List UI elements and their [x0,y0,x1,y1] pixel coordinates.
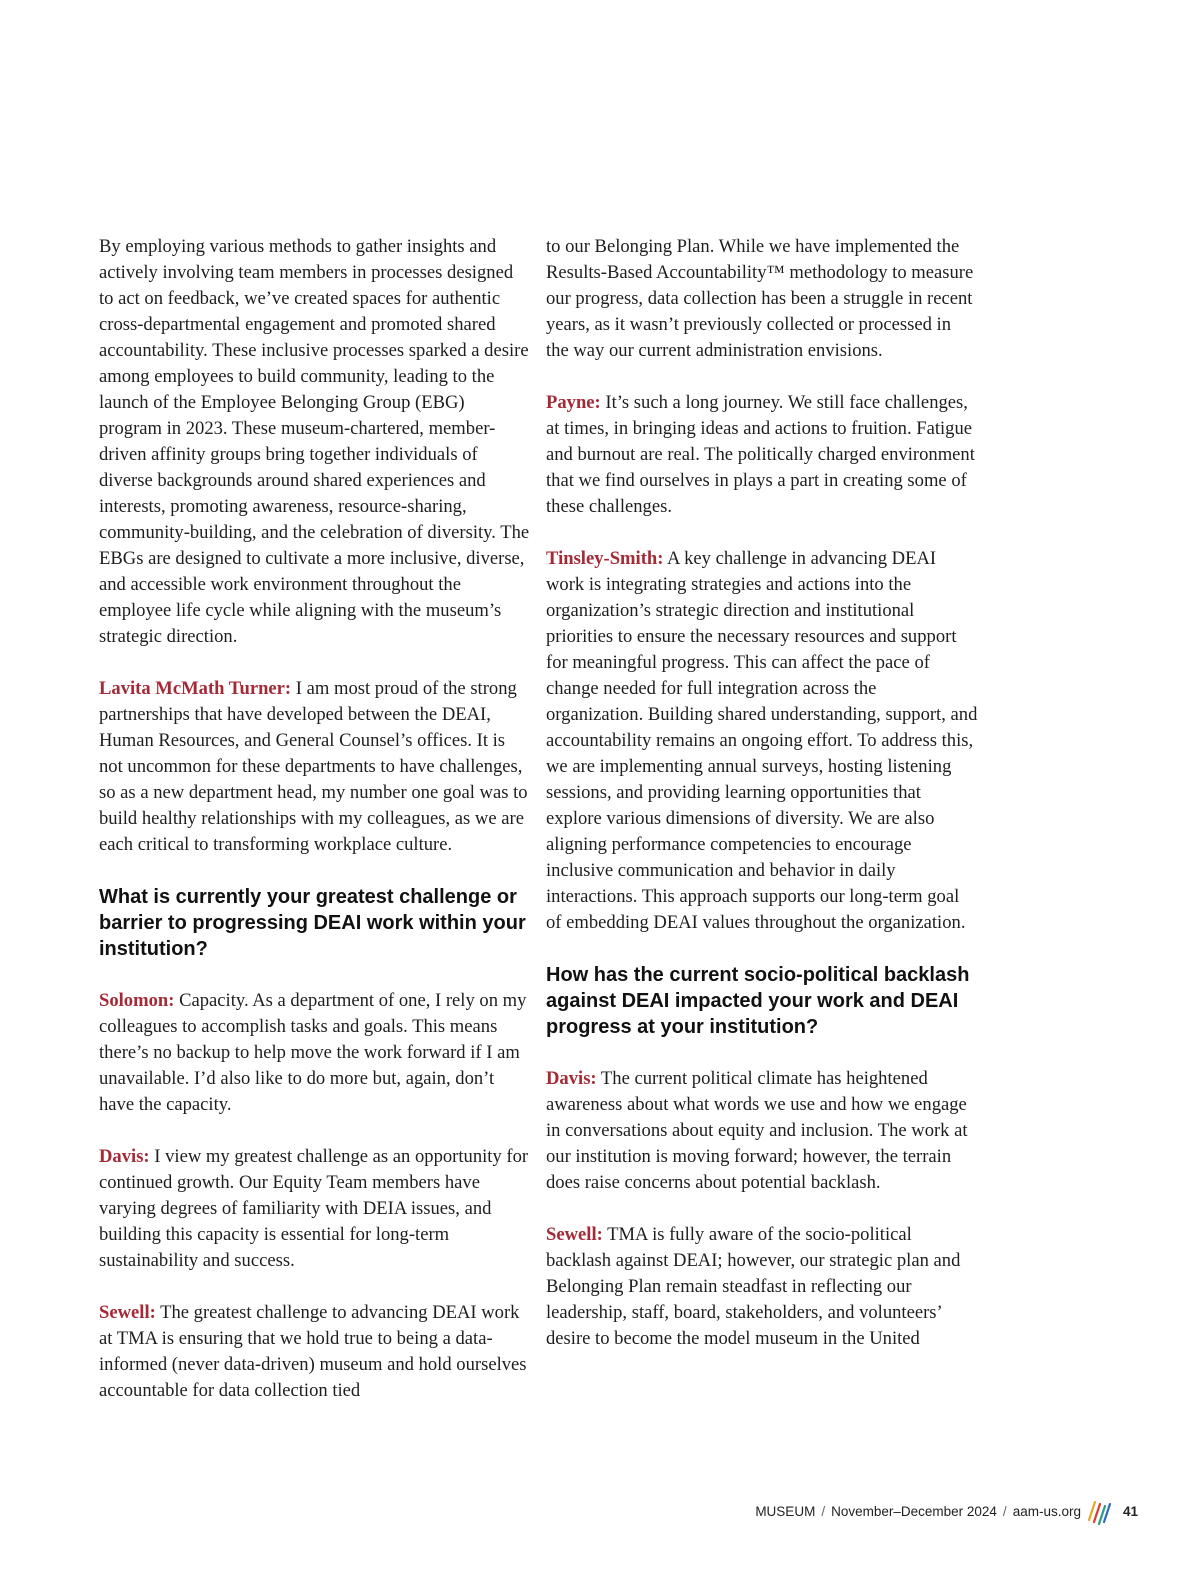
footer-separator: / [1002,1503,1007,1519]
left-column [99,234,531,1404]
question-heading-challenge: What is currently your greatest challenge or barrier to progressing DEAI work within your institution? [99,886,526,960]
intro-paragraph: By employing various methods to gather insights and actively involving team members in processes designed to act on feedback, we’ve created spaces for authentic cross-departmental engagement and promoted shared accountability. These inclusive processes sparked a desire among employees to build community, leading to the launch of the Employee Belonging Group (EBG) program in 2023. These museum-chartered, member-driven affinity groups bring together individuals of diverse backgrounds around shared experiences and interests, promoting awareness, resource-sharing, community-building, and the celebration of diversity. The EBGs are designed to cultivate a more inclusive, diverse, and accessible work environment throughout the employee life cycle while aligning with the museum’s strategic direction. [99,236,530,647]
tinsley-smith-answer [546,546,978,936]
website-link[interactable]: aam-us.org [1012,1503,1081,1519]
sewell-answer [99,1300,531,1404]
speaker-name: Payne: [546,392,601,413]
speaker-name: Sewell: [99,1302,156,1323]
answer-text: It’s such a long journey. We still face challenges, at times, in bringing ideas and actions to fruition. Fatigue and burnout are real. The politically charged environment that we find ourselves in plays a part in creating some of these challenges. [546,392,975,517]
speaker-name: Sewell: [546,1224,603,1245]
speaker-name: Davis: [99,1146,150,1167]
speaker-name: Lavita McMath Turner: [99,678,292,699]
answer-text: I am most proud of the strong partnerships that have developed between the DEAI, Human Resources, and General Counsel’s offices. It is not uncommon for these departments to have challenges, so as a new department head, my number one goal was to build healthy relationships with my colleagues, as we are each critical to transforming workplace culture. [99,678,528,855]
answer-text: The current political climate has heightened awareness about what words we use and how we engage in conversations about equity and inclusion. The work at our institution is moving forward; however, the terrain does raise concerns about potential backlash. [546,1068,968,1193]
issue-date: November–December 2024 [831,1503,997,1519]
davis-answer [546,1066,978,1196]
continuation-paragraph: to our Belonging Plan. While we have implemented the Results-Based Accountability™ methodology to measure our progress, data collection has been a struggle in recent years, as it wasn’t previously collected or processed in the way our current administration envisions. [546,236,974,361]
turner-answer [99,676,531,858]
page-number: 41 [1122,1503,1138,1519]
page-footer [755,1498,1138,1524]
question-heading-backlash: How has the current socio-political backlash against DEAI impacted your work and DEAI progress at your institution? [546,964,970,1038]
answer-text: TMA is fully aware of the socio-political backlash against DEAI; however, our strategic plan and Belonging Plan remain steadfast in reflecting our leadership, staff, board, stakeholders, and volunteers’ desire to become the model museum in the United [546,1224,961,1349]
solomon-answer [99,988,531,1118]
magazine-name: MUSEUM [755,1503,816,1519]
answer-text: I view my greatest challenge as an opportunity for continued growth. Our Equity Team members have varying degrees of familiarity with DEIA issues, and building this capacity is essential for long-term sustainability and success. [99,1146,529,1271]
sewell-answer [546,1222,978,1352]
answer-text: The greatest challenge to advancing DEAI work at TMA is ensuring that we hold true to being a data-informed (never data-driven) museum and hold ourselves accountable for data collection tied [99,1302,527,1401]
speaker-name: Davis: [546,1068,597,1089]
answer-text: A key challenge in advancing DEAI work is integrating strategies and actions into the organization’s strategic direction and institutional priorities to ensure the necessary resources and support for meaningful progress. This can affect the pace of change needed for full integration across the organization. Building shared understanding, support, and accountability remains an ongoing effort. To address this, we are implementing annual surveys, hosting listening sessions, and providing learning opportunities that explore various dimensions of diversity. We are also aligning performance competencies to encourage inclusive communication and behavior in daily interactions. This approach supports our long-term goal of embedding DEAI values throughout the organization. [546,548,978,933]
payne-answer [546,390,978,520]
footer-separator: / [821,1503,826,1519]
right-column [546,234,978,1352]
aam-logo-icon [1087,1496,1113,1526]
answer-text: Capacity. As a department of one, I rely on my colleagues to accomplish tasks and goals. This means there’s no backup to help move the work forward if I am unavailable. I’d also like to do more but, again, don’t have the capacity. [99,990,527,1115]
davis-answer [99,1144,531,1274]
speaker-name: Solomon: [99,990,175,1011]
speaker-name: Tinsley-Smith: [546,548,664,569]
